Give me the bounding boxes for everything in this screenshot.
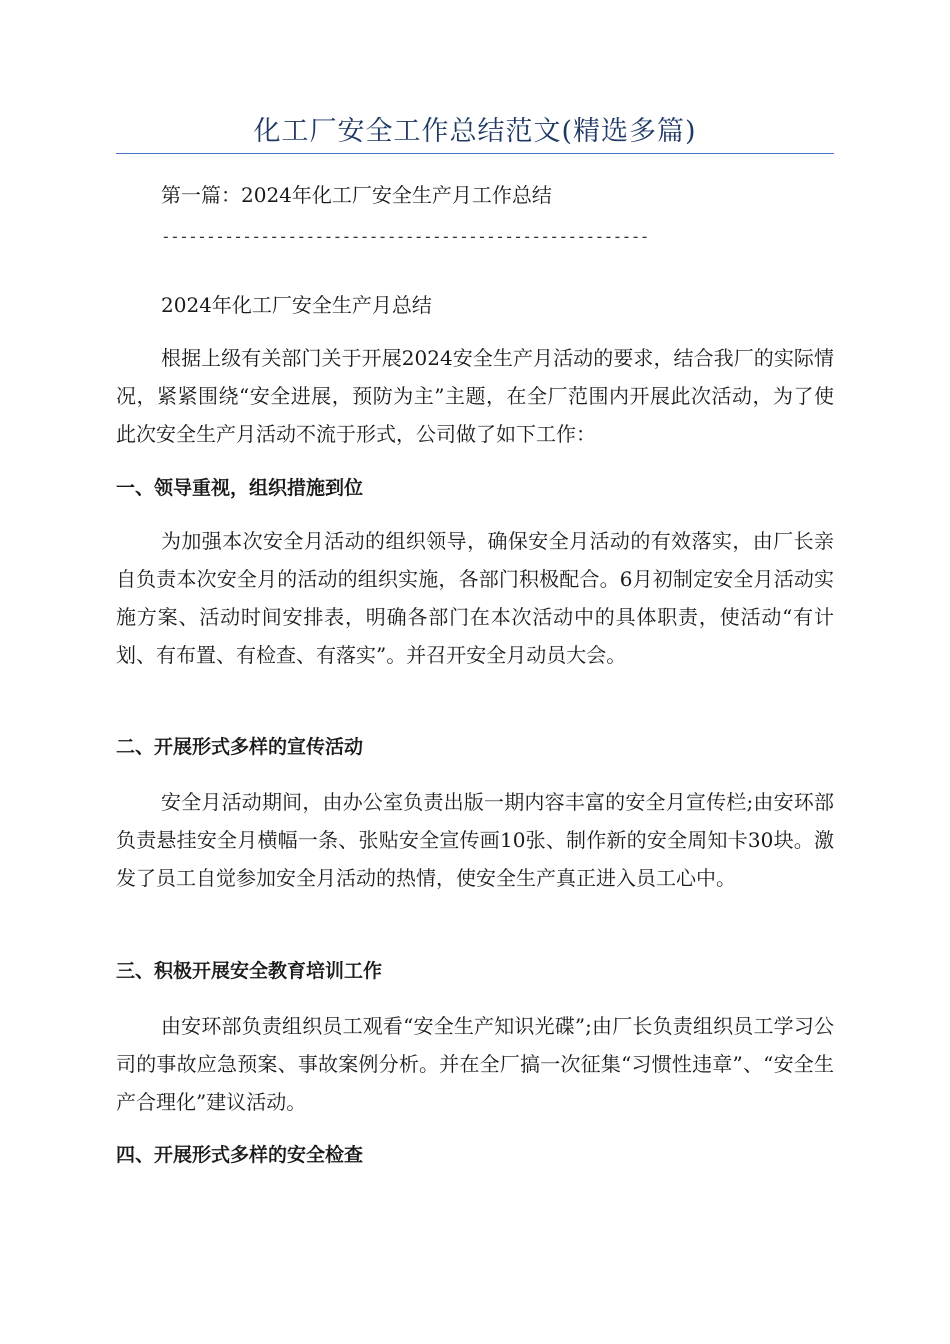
section-body-3: 由安环部负责组织员工观看“安全生产知识光碟”;由厂长负责组织员工学习公司的事故应急预案、事故案例分析。并在全厂搞一次征集“习惯性违章”、“安全生产合理化”建议活动。 bbox=[116, 1014, 834, 1114]
title-underline bbox=[116, 153, 834, 154]
section-heading-4: 四、开展形式多样的安全检查 bbox=[116, 1144, 364, 1166]
section-body-2: 安全月活动期间，由办公室负责出版一期内容丰富的安全月宣传栏;由安环部负责悬挂安全月横幅一条、张贴安全宣传画10张、制作新的安全周知卡30块。激发了员工自觉参加安全月活动的热情，使安全生产真正进入员工心中。 bbox=[116, 790, 834, 890]
section-heading-3: 三、积极开展安全教育培训工作 bbox=[116, 960, 383, 982]
doc-heading: 2024年化工厂安全生产月总结 bbox=[161, 293, 432, 317]
intro-paragraph: 根据上级有关部门关于开展2024安全生产月活动的要求，结合我厂的实际情况，紧紧围绕“安全进展，预防为主”主题，在全厂范围内开展此次活动，为了使此次安全生产月活动不流于形式，公司做了如下工作： bbox=[116, 346, 834, 446]
dashed-separator: ------------------------------------------------------ bbox=[161, 227, 649, 246]
section-heading-2: 二、开展形式多样的宣传活动 bbox=[116, 736, 364, 758]
document-title: 化工厂安全工作总结范文(精选多篇) bbox=[253, 116, 697, 147]
section-heading-1: 一、领导重视，组织措施到位 bbox=[116, 477, 364, 499]
section-body-1: 为加强本次安全月活动的组织领导，确保安全月活动的有效落实，由厂长亲自负责本次安全月的活动的组织实施，各部门积极配合。6月初制定安全月活动实施方案、活动时间安排表，明确各部门在本次活动中的具体职责，使活动“有计划、有布置、有检查、有落实”。并召开安全月动员大会。 bbox=[116, 529, 834, 667]
part-subtitle: 第一篇：2024年化工厂安全生产月工作总结 bbox=[161, 183, 552, 207]
